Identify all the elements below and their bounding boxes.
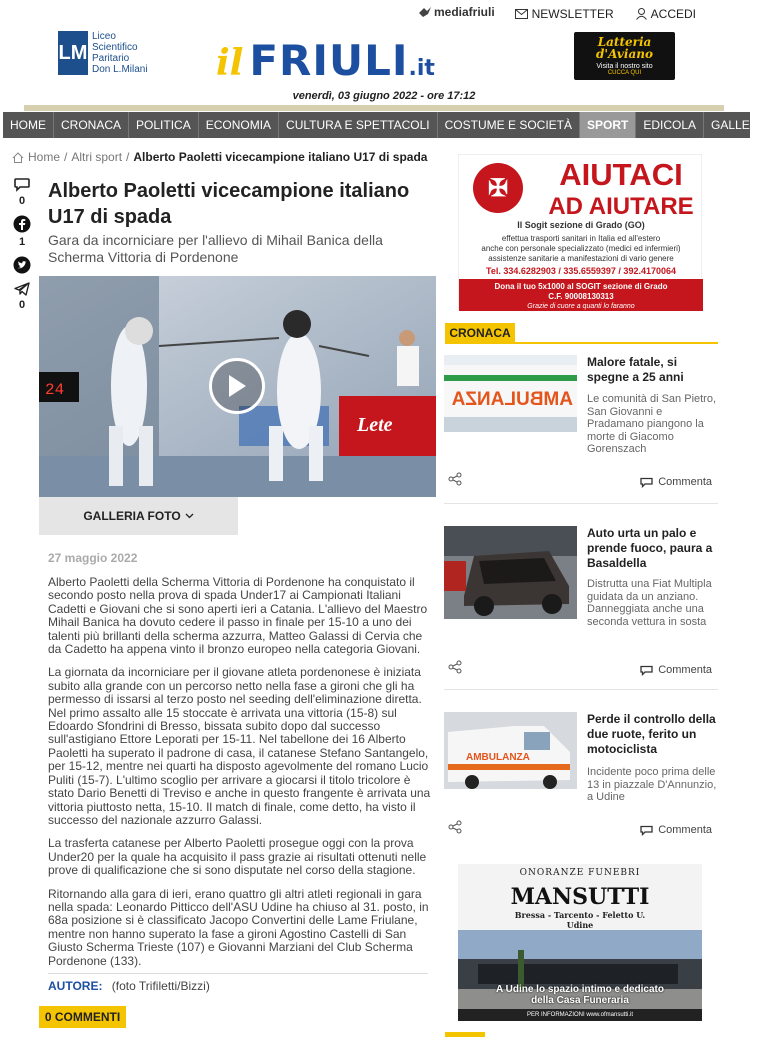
comment-icon bbox=[14, 178, 30, 192]
twitter-icon bbox=[13, 256, 31, 274]
main-nav bbox=[3, 112, 767, 138]
breadcrumb-home[interactable]: Home bbox=[28, 150, 61, 164]
latteria-ad-line2: CUCCA QUI bbox=[607, 70, 642, 76]
mansutti-ad[interactable] bbox=[458, 864, 702, 1021]
svg-text:24: 24 bbox=[45, 381, 65, 399]
news-description: Incidente poco prima delle 13 in piazzale D'Annunzio, a Udine bbox=[587, 766, 717, 803]
news-thumbnail[interactable] bbox=[444, 355, 577, 432]
mansutti-name: MANSUTTI bbox=[510, 884, 650, 910]
comment-label: Commenta bbox=[658, 476, 712, 488]
ambulance-van-photo bbox=[444, 712, 577, 789]
share-column bbox=[10, 178, 34, 319]
nav-economia[interactable]: ECONOMIA bbox=[199, 112, 279, 138]
article-paragraph: La giornata da incorniciare per il giovane atleta pordenonese è iniziata subito alla grande con un percorso netto nella fase a gironi che gli ha permesso di issarsi al terzo posto nel seeding dell'eliminazione diretta. Nel primo assalto alle 15 stoccate è arrivata una vittoria (15-8) sul Edoardo Sfondrini di Bresso, bissata subito dopo dal successo sull'astigiano Ettore Leporati per 15-11. Nel tabellone dei 16 Alberto Paoletti ha superato il padrone di casa, il catanese Stefano Santangelo, per 15-12, mentre nei quarti ha disposto agevolmente del romano Lucio Puliti (15-7). L'ultimo scoglio per arrivare a giocarsi il titolo tricolore è stato Dario Benetti di Treviso e anche in questo frangente è arrivata una vittoria piuttosto netta, 15-10. Il match di finale, come detto, ha visto il successo del nazionale azzurro Galassi. bbox=[48, 665, 431, 827]
nav-edicola[interactable]: EDICOLA bbox=[636, 112, 704, 138]
nav-politica[interactable]: POLITICA bbox=[129, 112, 199, 138]
header-strip bbox=[24, 105, 724, 111]
chevron-down-icon bbox=[185, 513, 194, 519]
share-icon[interactable] bbox=[448, 472, 462, 486]
sogit-line-1: effettua trasporti sanitari in Italia ed all'estero bbox=[501, 234, 661, 243]
breadcrumb: Home / Altri sport / Alberto Paoletti vicecampione italiano U17 di spada bbox=[12, 150, 427, 164]
article-body bbox=[48, 576, 433, 978]
sogit-line-3: assistenze sanitarie a manifestazioni di vario genere bbox=[488, 254, 674, 263]
news-thumbnail[interactable] bbox=[444, 712, 577, 789]
mansutti-footer: PER INFORMAZIONI www.ofmansutti.it bbox=[458, 1009, 702, 1021]
top-links bbox=[515, 7, 696, 21]
article-title: Alberto Paoletti vicecampione italiano U17 di spada bbox=[48, 180, 410, 228]
brand-il: il bbox=[216, 42, 244, 84]
news-title[interactable]: Malore fatale, si spegne a 25 anni bbox=[587, 355, 684, 384]
news-item[interactable] bbox=[444, 355, 718, 505]
nav-costume[interactable]: COSTUME E SOCIETÀ bbox=[438, 112, 580, 138]
login-link[interactable] bbox=[636, 7, 696, 21]
author-value: (foto Trifiletti/Bizzi) bbox=[111, 979, 210, 993]
share-telegram[interactable] bbox=[14, 282, 30, 311]
mansutti-slogan-2: della Casa Funeraria bbox=[531, 995, 629, 1006]
article-subtitle: Gara da incorniciare per l'allievo di Mihail Banica della Scherma Vittoria di Pordenone bbox=[48, 232, 383, 265]
mansutti-slogan-1: A Udine lo spazio intimo e dedicato bbox=[496, 984, 664, 995]
bird-icon bbox=[418, 6, 432, 18]
nav-home[interactable]: HOME bbox=[3, 112, 54, 138]
mansutti-top: ONORANZE FUNEBRI bbox=[519, 868, 641, 878]
sogit-headline-2: AD AIUTARE bbox=[548, 193, 694, 220]
article-date: 27 maggio 2022 bbox=[48, 551, 138, 565]
section-label-cronaca[interactable]: CRONACA bbox=[445, 323, 515, 343]
svg-text:Lete: Lete bbox=[357, 414, 393, 436]
nav-gallery[interactable]: GALLERY bbox=[711, 118, 767, 132]
mediafriuli-logo[interactable] bbox=[418, 5, 495, 19]
share-twitter[interactable] bbox=[13, 256, 31, 274]
svg-text:AMBULANZA: AMBULANZA bbox=[466, 752, 530, 763]
sogit-phones: Tel. 334.6282903 / 335.6559397 / 392.4170064 bbox=[485, 266, 676, 276]
brand-tld: .it bbox=[408, 56, 435, 81]
latteria-ad-title: Latteria d'Aviano bbox=[596, 35, 653, 61]
share-icon[interactable] bbox=[448, 820, 462, 834]
svg-text:AMBULANZA: AMBULANZA bbox=[451, 389, 573, 410]
burned-car-photo bbox=[444, 526, 577, 619]
newsletter-label: NEWSLETTER bbox=[531, 7, 614, 21]
article-paragraph: Alberto Paoletti della Scherma Vittoria di Pordenone ha conquistato il secondo posto nella prova di spada Under17 ai Campionati Italiani Cadetti e Giovani che si sono aperti ieri a Catania. L'allievo del Maestro Mihail Banica ha dovuto cedere il passo in finale per 15-10 a uno dei talenti più brillanti della scherma azzurra, Matteo Galassi di Cervia che da Cadetto ha appena vinto il bronzo europeo nella categoria Giovani. bbox=[48, 575, 428, 657]
comment-icon bbox=[640, 477, 653, 488]
mansutti-city: Udine bbox=[566, 920, 594, 930]
share-icon[interactable] bbox=[448, 660, 462, 674]
ambulance-photo bbox=[444, 355, 577, 432]
liceo-line-4: Don L.Milani bbox=[92, 64, 148, 75]
news-item[interactable] bbox=[444, 526, 718, 691]
mediafriuli-text: mediafriuli bbox=[434, 5, 495, 19]
gallery-label: GALLERIA FOTO bbox=[83, 509, 181, 523]
sogit-banner-2: C.F. 90008130313 bbox=[548, 292, 614, 301]
site-logo[interactable] bbox=[216, 36, 516, 86]
news-title[interactable]: Perde il controllo della due ruote, ferito un motociclista bbox=[587, 712, 716, 756]
gallery-toggle-button[interactable] bbox=[39, 497, 238, 535]
section-divider bbox=[445, 342, 718, 344]
latteria-ad-line1: Visita il nostro sito bbox=[596, 63, 653, 70]
telegram-icon bbox=[14, 282, 30, 296]
envelope-icon bbox=[515, 9, 528, 19]
news-divider bbox=[444, 503, 718, 504]
comment-link[interactable] bbox=[640, 476, 712, 488]
article-paragraph: Ritornando alla gara di ieri, erano quattro gli altri atleti regionali in gara nella spada: Leonardo Pitticco dell'ASU Udine ha chiuso al 31. posto, in 68a posizione si è classificato Jacopo Convertini delle Lame Friulane, mentre non hanno superato la fase a gironi Agostino Castelli di San Giusto Scherma Trieste (107) e Giovanni Marziani del Club Scherma Pordenone (133). bbox=[48, 886, 429, 968]
login-label: ACCEDI bbox=[650, 7, 696, 21]
brand-main: FRIULI bbox=[249, 36, 409, 85]
article-paragraph: La trasferta catanese per Alberto Paoletti prosegue oggi con la prova Under20 per la quale ha acquisito il pass grazie ai risultati ottenuti nelle prove di qualificazione che si sono disputate nel corso della stagione. bbox=[48, 836, 427, 878]
news-title[interactable]: Auto urta un palo e prende fuoco, paura a Basaldella bbox=[587, 526, 713, 570]
liceo-logo-mark: LM bbox=[58, 31, 88, 75]
comments-count: 0 bbox=[18, 195, 26, 207]
news-divider bbox=[444, 689, 718, 690]
share-facebook[interactable] bbox=[13, 215, 31, 248]
author-divider bbox=[48, 973, 428, 974]
news-description: Distrutta una Fiat Multipla guidata da un anziano. Danneggiata anche una seconda vettura in sosta bbox=[587, 578, 712, 628]
dateline: venerdì, 03 giugno 2022 - ore 17:12 bbox=[292, 90, 476, 102]
comment-label: Commenta bbox=[658, 824, 712, 836]
news-item[interactable] bbox=[444, 712, 718, 847]
home-icon bbox=[12, 152, 24, 163]
article-author bbox=[48, 979, 210, 993]
sogit-ad[interactable] bbox=[458, 154, 702, 310]
comment-label: Commenta bbox=[658, 664, 712, 676]
section-marker bbox=[445, 1032, 485, 1037]
sogit-banner-3: Grazie di cuore a quanti lo faranno bbox=[527, 303, 635, 310]
nav-sport[interactable]: SPORT bbox=[580, 112, 636, 138]
comment-icon bbox=[640, 665, 653, 676]
liceo-line-3: Paritario bbox=[92, 53, 130, 64]
facebook-count: 1 bbox=[18, 236, 26, 248]
play-icon bbox=[226, 373, 248, 399]
comment-icon bbox=[640, 825, 653, 836]
facebook-icon bbox=[13, 215, 31, 233]
breadcrumb-current: Alberto Paoletti vicecampione italiano U17 di spada bbox=[133, 150, 428, 164]
comments-badge[interactable]: 0 COMMENTI bbox=[39, 1006, 126, 1028]
user-icon bbox=[636, 8, 647, 20]
sogit-org: Il Sogit sezione di Grado (GO) bbox=[517, 220, 645, 230]
breadcrumb-section[interactable]: Altri sport bbox=[71, 150, 123, 164]
news-thumbnail[interactable] bbox=[444, 526, 577, 619]
liceo-line-2: Scientifico bbox=[92, 42, 138, 53]
comment-link[interactable] bbox=[640, 824, 712, 836]
share-comments[interactable] bbox=[14, 178, 30, 207]
nav-cultura[interactable]: CULTURA E SPETTACOLI bbox=[279, 112, 438, 138]
sogit-line-2: anche con personale specializzato (medici ed infermieri) bbox=[481, 244, 681, 253]
sogit-banner bbox=[459, 279, 703, 311]
mansutti-places: Bressa - Tarcento - Feletto U. bbox=[514, 910, 646, 920]
telegram-count: 0 bbox=[18, 299, 26, 311]
liceo-logo[interactable] bbox=[58, 26, 156, 80]
sogit-banner-1: Dona il tuo 5x1000 al SOGIT sezione di Grado bbox=[494, 282, 668, 291]
liceo-line-1: Liceo bbox=[92, 31, 116, 42]
play-video-button[interactable] bbox=[209, 358, 265, 414]
nav-cronaca[interactable]: CRONACA bbox=[54, 112, 129, 138]
latteria-ad[interactable] bbox=[574, 32, 675, 80]
comment-link[interactable] bbox=[640, 664, 712, 676]
sogit-headline-1: AIUTACI bbox=[559, 157, 683, 192]
news-description: Le comunità di San Pietro, San Giovanni e Pradamano piangono la morte di Giacomo Gorenszach bbox=[587, 393, 717, 455]
maltese-cross-icon: ✠ bbox=[473, 163, 523, 213]
newsletter-link[interactable] bbox=[515, 7, 614, 21]
author-label: AUTORE: bbox=[48, 979, 103, 993]
